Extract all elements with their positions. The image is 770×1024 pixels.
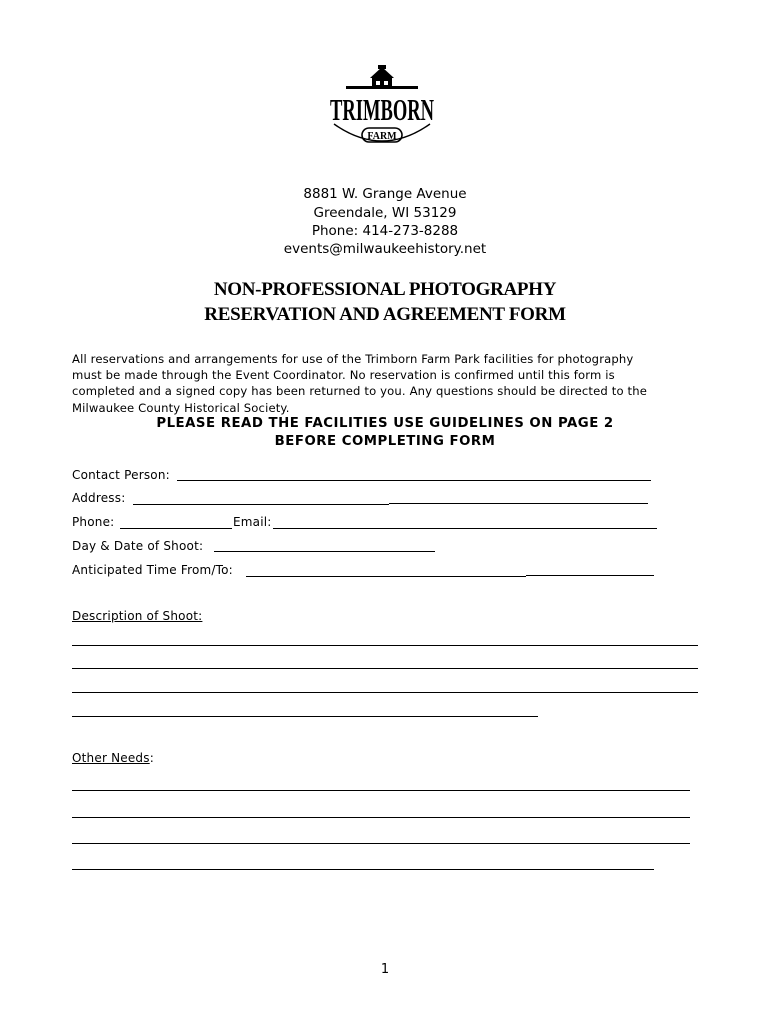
intro-line: completed and a signed copy has been returned to you. Any questions should be directed to the [72,384,648,399]
shoot-date-label: Day & Date of Shoot: [72,539,204,553]
other-needs-label: Other Needs [72,751,150,765]
phone-label: Phone: [72,515,115,529]
intro-paragraph [72,351,702,416]
address-email: events@milwaukeehistory.net [283,241,487,257]
intro-line: must be made through the Event Coordinator. No reservation is confirmed until this form is [72,368,615,383]
time-field-cont[interactable] [526,575,654,576]
logo-sub: FARM [367,131,397,142]
other-needs-colon: : [149,751,154,765]
address-street: 8881 W. Grange Avenue [303,186,467,202]
contact-person-label: Contact Person: [72,468,170,482]
page-number: 1 [380,962,390,977]
address-label: Address: [72,491,126,505]
other-needs-line[interactable] [72,869,654,870]
trimborn-farm-logo [326,62,438,152]
description-line[interactable] [72,716,538,717]
address-field-cont[interactable] [389,503,648,504]
other-needs-line[interactable] [72,790,690,791]
email-label: Email: [233,515,272,529]
address-city: Greendale, WI 53129 [313,205,457,221]
time-label: Anticipated Time From/To: [72,563,233,577]
form-title-line1: NON-PROFESSIONAL PHOTOGRAPHY [213,279,557,300]
address-field[interactable] [133,504,389,505]
notice-line2: BEFORE COMPLETING FORM [274,434,496,449]
other-needs-line[interactable] [72,843,690,844]
other-needs-line[interactable] [72,817,690,818]
description-line[interactable] [72,668,698,669]
phone-field[interactable] [120,528,232,529]
address-phone: Phone: 414-273-8288 [311,223,459,239]
shoot-date-field[interactable] [214,551,435,552]
description-line[interactable] [72,645,698,646]
contact-person-field[interactable] [177,480,651,481]
logo-word: TRIMBORN [330,92,434,127]
description-label: Description of Shoot: [72,609,203,623]
other-needs-label-wrap [72,751,154,765]
time-field[interactable] [246,576,526,577]
intro-line: All reservations and arrangements for use of the Trimborn Farm Park facilities for photography [72,352,634,366]
email-field[interactable] [273,528,657,529]
intro-line: Milwaukee County Historical Society. [72,400,290,415]
notice-line1: PLEASE READ THE FACILITIES USE GUIDELINES ON PAGE 2 [156,416,614,431]
description-line[interactable] [72,692,698,693]
form-title-line2: RESERVATION AND AGREEMENT FORM [204,304,566,325]
